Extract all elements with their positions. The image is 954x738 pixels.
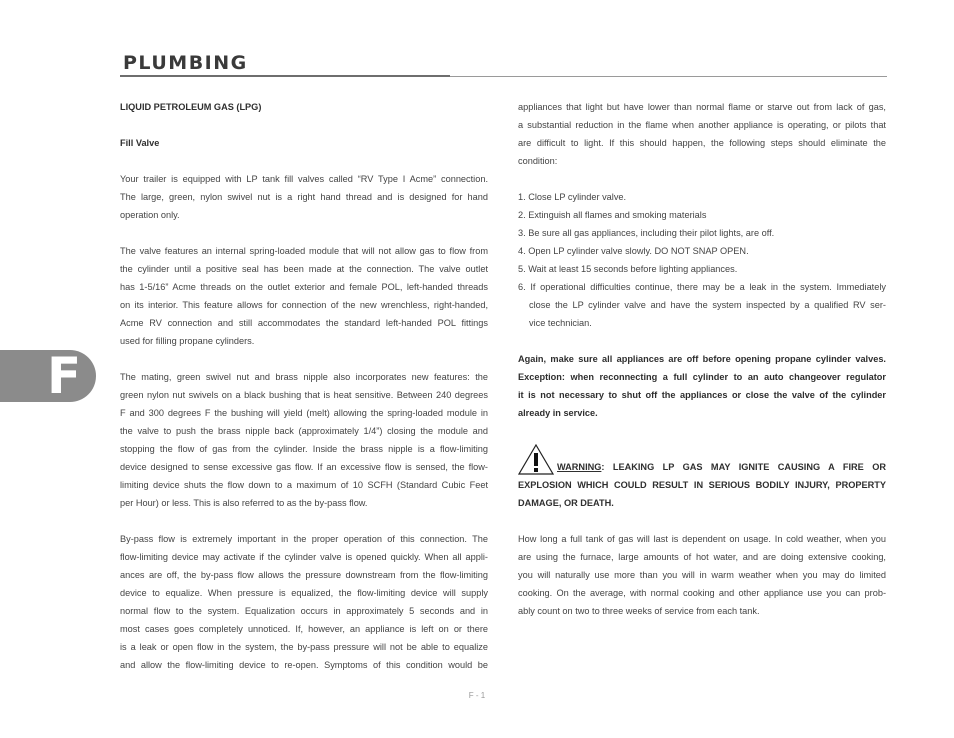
- step-item: 4. Open LP cylinder valve slowly. DO NOT SNAP OPEN.: [518, 246, 749, 256]
- warning-line: DAMAGE, OR DEATH.: [518, 498, 614, 508]
- paragraph-line: normal flow to the system. Equalization occurs in approximately 5 seconds and in: [120, 606, 488, 616]
- section-heading: LIQUID PETROLEUM GAS (LPG): [120, 102, 262, 112]
- section-tab-letter: F: [47, 347, 82, 405]
- paragraph-line: device designed to sense excessive gas flow. If an excessive flow is sensed, the flow-: [120, 462, 488, 472]
- bold-note-line: it is not necessary to shut off the appliances or close the valve of the cylinder: [518, 390, 886, 400]
- paragraph-line: most cases goes completely unnoticed. If, however, an appliance is left on or there: [120, 624, 488, 634]
- paragraph-line: on its interior. This feature allows for connection of the new wrenchless, right-handed,: [120, 300, 488, 310]
- paragraph-line: you will naturally use more than you will in warm weather when you may do limited: [518, 570, 886, 580]
- paragraph-line: stopping the flow of gas from the cylinder. Inside the brass nipple is a flow-limiting: [120, 444, 488, 454]
- right-column: [518, 98, 886, 620]
- paragraph-line: Your trailer is equipped with LP tank fill valves called “RV Type I Acme” connection.: [120, 174, 488, 184]
- paragraph-line: F and 300 degrees F the bushing will yield (melt) allowing the spring-loaded module in: [120, 408, 488, 418]
- paragraph-line: a substantial reduction in the flame when another appliance is operating, or pilots that: [518, 120, 886, 130]
- paragraph-line: the cylinder until a positive seal has been made at the connection. The valve outlet: [120, 264, 488, 274]
- paragraph-line: The mating, green swivel nut and brass nipple also incorporates new features: the: [120, 372, 488, 382]
- warning-line: EXPLOSION WHICH COULD RESULT IN SERIOUS BODILY INJURY, PROPERTY: [518, 480, 886, 490]
- warning-text: : LEAKING LP GAS MAY IGNITE CAUSING A FIRE OR: [601, 462, 886, 472]
- step-item-continued: close the LP cylinder valve and have the system inspected by a qualified RV ser-: [529, 300, 886, 310]
- paragraph-line: are difficult to light. If this should happen, the following steps should eliminate the: [518, 138, 886, 148]
- bold-note-line: Again, make sure all appliances are off before opening propane cylinder valves.: [518, 354, 886, 364]
- paragraph-line: condition:: [518, 156, 558, 166]
- paragraph-line: the valve to push the brass nipple back (approximately 1/4”) closing the module and: [120, 426, 488, 436]
- warning-triangle-icon: [518, 444, 554, 475]
- paragraph-line: appliances that light but have lower than normal flame or starve out from lack of gas,: [518, 102, 886, 112]
- bold-note-line: already in service.: [518, 408, 598, 418]
- subsection-heading: Fill Valve: [120, 138, 160, 148]
- title-underline-accent: [120, 75, 450, 77]
- paragraph-line: The large, green, nylon swivel nut is a right hand thread and is designed for hand: [120, 192, 488, 202]
- bold-note-line: Exception: when reconnecting a full cylinder to an auto changeover regulator: [518, 372, 886, 382]
- paragraph-line: flow-limiting device may activate if the cylinder valve is opened quickly. When all appli-: [120, 552, 488, 562]
- paragraph-line: operation only.: [120, 210, 180, 220]
- step-item: 3. Be sure all gas appliances, including their pilot lights, are off.: [518, 228, 775, 238]
- paragraph-line: ably count on two to three weeks of service from each tank.: [518, 606, 760, 616]
- warning-label: WARNING: [557, 462, 602, 472]
- paragraph-line: cooking. On the average, with normal cooking and other appliance use you can prob-: [518, 588, 886, 598]
- paragraph-line: Acme RV connection and still accommodates the standard left-handed POL fittings: [120, 318, 488, 328]
- paragraph-line: per Hour) or less. This is also referred to as the by-pass flow.: [120, 498, 368, 508]
- paragraph-line: ances are off, the by-pass flow allows the pressure downstream from the flow-limiting: [120, 570, 488, 580]
- paragraph-line: has 1-5/16” Acme threads on the outlet exterior and female POL, left-handed threads: [120, 282, 488, 292]
- paragraph-line: are using the furnace, large amounts of hot water, and are doing extensive cooking,: [518, 552, 886, 562]
- paragraph-line: is a leak or open flow in the system, the by-pass pressure will not be able to equalize: [120, 642, 488, 652]
- left-column: [120, 98, 488, 674]
- paragraph-line: green nylon nut swivels on a black bushing that is heat sensitive. Between 240 degrees: [120, 390, 488, 400]
- page-number: F - 1: [468, 691, 486, 700]
- paragraph-line: limiting device shuts the flow down to a maximum of 10 SCFH (Standard Cubic Feet: [120, 480, 488, 490]
- warning-block: [518, 458, 886, 512]
- paragraph-line: By-pass flow is extremely important in the proper operation of this connection. The: [120, 534, 488, 544]
- paragraph-line: and allow the flow-limiting device to re-open. Symptoms of this condition would be: [120, 660, 488, 670]
- paragraph-line: The valve features an internal spring-loaded module that will not allow gas to flow from: [120, 246, 488, 256]
- paragraph-line: How long a full tank of gas will last is dependent on usage. In cold weather, when you: [518, 534, 886, 544]
- paragraph-line: used for filling propane cylinders.: [120, 336, 255, 346]
- step-item-continued: vice technician.: [529, 318, 592, 328]
- step-item: 5. Wait at least 15 seconds before lighting appliances.: [518, 264, 738, 274]
- page-title: PLUMBING: [123, 52, 248, 74]
- step-item: 1. Close LP cylinder valve.: [518, 192, 627, 202]
- step-item: 6. If operational difficulties continue, there may be a leak in the system. Immediately: [518, 282, 886, 292]
- step-item: 2. Extinguish all flames and smoking materials: [518, 210, 707, 220]
- warning-first-line: [518, 458, 886, 476]
- paragraph-line: device to equalize. When pressure is equalized, the flow-limiting device will supply: [120, 588, 488, 598]
